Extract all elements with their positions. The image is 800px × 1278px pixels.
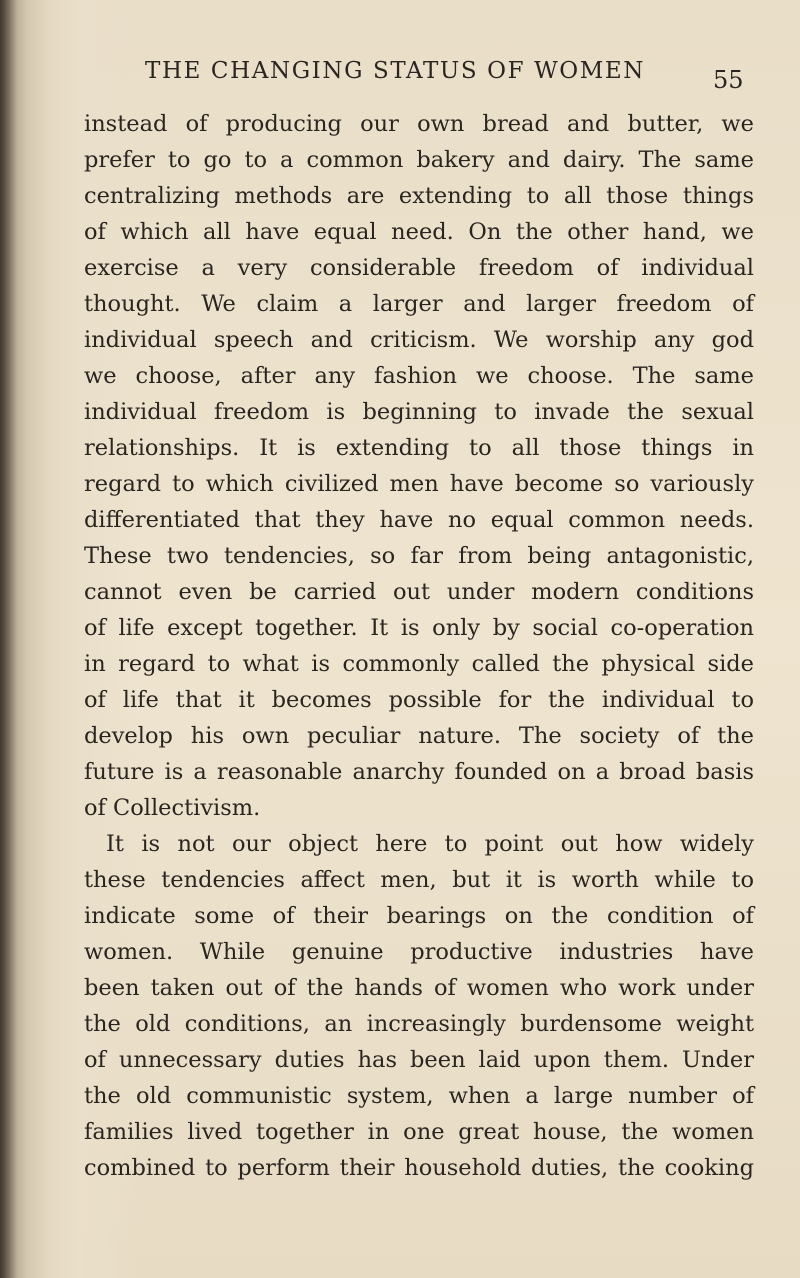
text-line: exercise a very considerable freedom of individual (84, 255, 754, 281)
paragraph-first-line: It is not our object here to point out how widely (106, 831, 754, 857)
running-title: THE CHANGING STATUS OF WOMEN (145, 58, 646, 84)
text-line: of unnecessary duties has been laid upon them. Under (84, 1047, 754, 1073)
text-line: of life except together. It is only by social co-operation (84, 615, 754, 641)
page-number: 55 (713, 66, 744, 94)
text-line: relationships. It is extending to all those things in (84, 435, 754, 461)
text-line: individual freedom is beginning to invade the sexual (84, 399, 754, 425)
page-header (145, 58, 765, 98)
text-line: future is a reasonable anarchy founded on a broad basis (84, 759, 754, 785)
text-line: been taken out of the hands of women who work under (84, 975, 754, 1001)
text-line: differentiated that they have no equal common needs. (84, 507, 754, 533)
text-line: of life that it becomes possible for the individual to (84, 687, 754, 713)
text-line: thought. We claim a larger and larger freedom of (84, 291, 754, 317)
body-text (84, 106, 754, 1186)
text-line: indicate some of their bearings on the condition of (84, 903, 754, 929)
text-line: combined to perform their household duties, the cooking (84, 1155, 754, 1181)
text-line: of which all have equal need. On the other hand, we (84, 219, 754, 245)
text-line: we choose, after any fashion we choose. The same (84, 363, 754, 389)
text-line: the old conditions, an increasingly burdensome weight (84, 1011, 754, 1037)
text-line: regard to which civilized men have become so variously (84, 471, 754, 497)
text-line: prefer to go to a common bakery and dairy. The same (84, 147, 754, 173)
text-line: develop his own peculiar nature. The society of the (84, 723, 754, 749)
text-line: cannot even be carried out under modern conditions (84, 579, 754, 605)
text-line: the old communistic system, when a large number of (84, 1083, 754, 1109)
text-line: in regard to what is commonly called the physical side (84, 651, 754, 677)
text-line: families lived together in one great house, the women (84, 1119, 754, 1145)
text-line: individual speech and criticism. We worship any god (84, 327, 754, 353)
text-line: These two tendencies, so far from being antagonistic, (84, 543, 754, 569)
text-line: women. While genuine productive industries have (84, 939, 754, 965)
spine-shadow (0, 0, 18, 1278)
text-line: centralizing methods are extending to all those things (84, 183, 754, 209)
paragraph-end-line: of Collectivism. (84, 795, 261, 821)
text-line: instead of producing our own bread and butter, we (84, 111, 754, 137)
text-line: these tendencies affect men, but it is worth while to (84, 867, 754, 893)
